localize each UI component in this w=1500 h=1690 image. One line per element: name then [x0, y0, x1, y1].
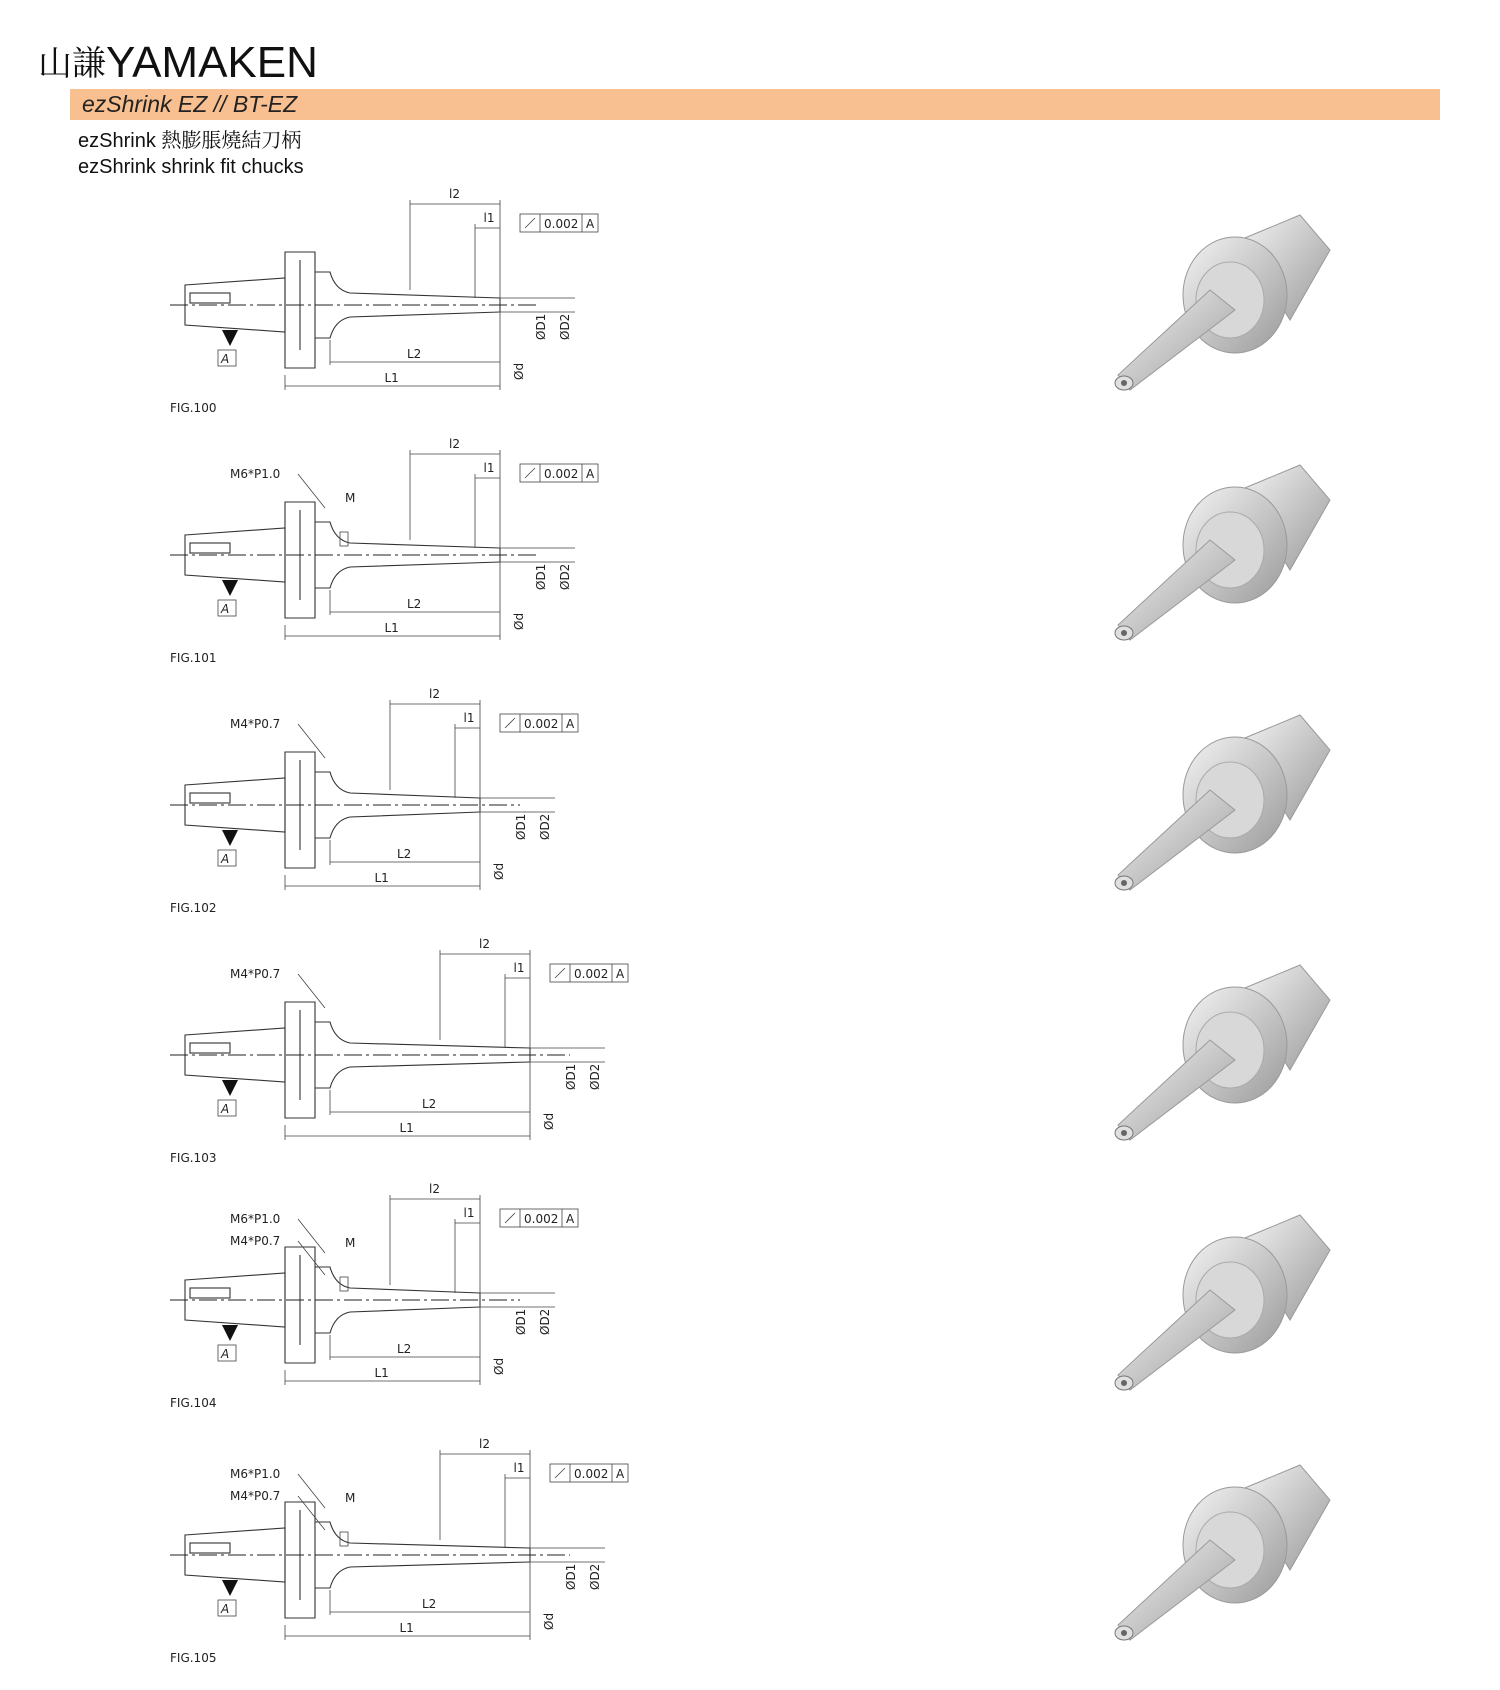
- shaft-bottom: [315, 562, 500, 588]
- technical-drawing: [150, 1437, 710, 1680]
- drawing-fig-103: [150, 937, 710, 1180]
- shaft-bottom: [315, 812, 480, 838]
- drawing-fig-105: [150, 1437, 710, 1680]
- label-L2: L2: [407, 347, 422, 361]
- label-D1: ØD1: [564, 1063, 578, 1090]
- banner-title: ezShrink EZ // BT-EZ: [82, 91, 298, 117]
- label-L1: L1: [384, 621, 399, 635]
- label-M: M: [345, 491, 356, 505]
- thread-callout: M4*P0.7: [230, 967, 281, 981]
- dim-l1: [455, 724, 480, 798]
- thread-leader: [298, 474, 325, 508]
- dim-l1: [475, 224, 500, 298]
- thread-callout: M4*P0.7: [230, 717, 281, 731]
- runout-value: 0.002: [574, 967, 609, 981]
- label-l1: l1: [513, 1461, 525, 1475]
- label-D1: ØD1: [534, 313, 548, 340]
- datum-triangle: [222, 1080, 238, 1096]
- technical-drawing: [150, 187, 710, 430]
- label-l2: l2: [479, 937, 490, 951]
- holder-render: [1090, 960, 1360, 1160]
- label-D2: ØD2: [588, 1063, 602, 1090]
- label-L1: L1: [399, 1621, 414, 1635]
- subtitle-cn: ezShrink 熱膨脹燒結刀柄: [78, 130, 302, 152]
- runout-datum: A: [586, 217, 595, 231]
- datum-label: A: [221, 602, 230, 616]
- label-l1: l1: [483, 461, 495, 475]
- label-d: Ød: [542, 1612, 556, 1630]
- holder-render: [1090, 210, 1360, 410]
- label-D2: ØD2: [538, 1308, 552, 1335]
- label-d: Ød: [512, 362, 526, 380]
- thread-leader: [298, 1474, 325, 1508]
- datum-triangle: [222, 1325, 238, 1341]
- technical-drawing: [150, 1182, 710, 1425]
- thread-callout: M4*P0.7: [230, 1489, 281, 1503]
- label-l2: l2: [429, 687, 440, 701]
- runout-value: 0.002: [544, 467, 579, 481]
- product-photo: [1090, 210, 1360, 410]
- datum-label: A: [221, 1347, 230, 1361]
- label-L2: L2: [422, 1597, 437, 1611]
- thread-leader: [298, 1496, 325, 1530]
- pull-stud-bore: [190, 543, 230, 553]
- dim-l1: [455, 1219, 480, 1293]
- label-l2: l2: [479, 1437, 490, 1451]
- title-banner: [70, 89, 1440, 120]
- datum-triangle: [222, 580, 238, 596]
- figure-label: FIG.103: [170, 1151, 217, 1165]
- label-M: M: [345, 1491, 356, 1505]
- label-D2: ØD2: [558, 563, 572, 590]
- label-l1: l1: [463, 1206, 475, 1220]
- holder-render: [1090, 460, 1360, 660]
- figure-label: FIG.100: [170, 401, 217, 415]
- label-d: Ød: [542, 1112, 556, 1130]
- brand-en: YAMAKEN: [106, 38, 318, 87]
- figure-label: FIG.101: [170, 651, 217, 665]
- runout-datum: A: [566, 1212, 575, 1226]
- pull-stud-bore: [190, 793, 230, 803]
- pull-stud-bore: [190, 1288, 230, 1298]
- holder-render: [1090, 1460, 1360, 1660]
- bore-render: [1121, 380, 1127, 386]
- brand-logo: [38, 38, 318, 89]
- drawing-fig-102: [150, 687, 710, 930]
- label-l1: l1: [483, 211, 495, 225]
- label-D2: ØD2: [588, 1563, 602, 1590]
- label-l1: l1: [513, 961, 525, 975]
- bore-render: [1121, 630, 1127, 636]
- drawing-fig-104: [150, 1182, 710, 1425]
- datum-label: A: [221, 1602, 230, 1616]
- shaft-top: [315, 1022, 530, 1048]
- thread-callout: M4*P0.7: [230, 1234, 281, 1248]
- label-L2: L2: [407, 597, 422, 611]
- runout-value: 0.002: [574, 1467, 609, 1481]
- technical-drawing: [150, 437, 710, 680]
- product-photo: [1090, 460, 1360, 660]
- label-l1: l1: [463, 711, 475, 725]
- runout-value: 0.002: [544, 217, 579, 231]
- datum-triangle: [222, 330, 238, 346]
- product-photo: [1090, 1210, 1360, 1410]
- runout-value: 0.002: [524, 717, 559, 731]
- brand-cn: 山謙: [38, 44, 106, 84]
- product-photo: [1090, 710, 1360, 910]
- technical-drawing: [150, 937, 710, 1180]
- thread-callout: M6*P1.0: [230, 1467, 281, 1481]
- label-L2: L2: [397, 847, 412, 861]
- label-d: Ød: [492, 862, 506, 880]
- bore-render: [1121, 880, 1127, 886]
- shaft-top: [315, 522, 500, 548]
- technical-drawing: [150, 687, 710, 930]
- shaft-bottom: [315, 1562, 530, 1588]
- subtitle-en: ezShrink shrink fit chucks: [78, 156, 304, 178]
- product-photo: [1090, 960, 1360, 1160]
- runout-datum: A: [616, 967, 625, 981]
- shaft-bottom: [315, 1307, 480, 1333]
- label-L2: L2: [397, 1342, 412, 1356]
- thread-callout: M6*P1.0: [230, 1212, 281, 1226]
- bore-render: [1121, 1130, 1127, 1136]
- runout-datum: A: [586, 467, 595, 481]
- label-L2: L2: [422, 1097, 437, 1111]
- datum-label: A: [221, 852, 230, 866]
- holder-render: [1090, 1210, 1360, 1410]
- thread-leader: [298, 724, 325, 758]
- drawing-fig-100: [150, 187, 710, 430]
- shaft-top: [315, 272, 500, 298]
- thread-callout: M6*P1.0: [230, 467, 281, 481]
- drawing-fig-101: [150, 437, 710, 680]
- figure-label: FIG.104: [170, 1396, 217, 1410]
- label-D1: ØD1: [564, 1563, 578, 1590]
- label-M: M: [345, 1236, 356, 1250]
- label-L1: L1: [384, 371, 399, 385]
- runout-datum: A: [566, 717, 575, 731]
- thread-leader: [298, 1219, 325, 1253]
- figure-label: FIG.105: [170, 1651, 217, 1665]
- datum-triangle: [222, 1580, 238, 1596]
- label-l2: l2: [449, 437, 460, 451]
- label-D2: ØD2: [538, 813, 552, 840]
- datum-label: A: [221, 1102, 230, 1116]
- product-photo: [1090, 1460, 1360, 1660]
- label-D1: ØD1: [534, 563, 548, 590]
- bore-render: [1121, 1380, 1127, 1386]
- pull-stud-bore: [190, 1043, 230, 1053]
- shaft-bottom: [315, 312, 500, 338]
- dim-l1: [475, 474, 500, 548]
- label-L1: L1: [374, 1366, 389, 1380]
- figure-label: FIG.102: [170, 901, 217, 915]
- pull-stud-bore: [190, 1543, 230, 1553]
- bore-render: [1121, 1630, 1127, 1636]
- shaft-top: [315, 1522, 530, 1548]
- label-d: Ød: [512, 612, 526, 630]
- dim-l1: [505, 1474, 530, 1548]
- label-d: Ød: [492, 1357, 506, 1375]
- label-l2: l2: [449, 187, 460, 201]
- label-L1: L1: [399, 1121, 414, 1135]
- label-L1: L1: [374, 871, 389, 885]
- dim-l1: [505, 974, 530, 1048]
- runout-datum: A: [616, 1467, 625, 1481]
- datum-triangle: [222, 830, 238, 846]
- holder-render: [1090, 710, 1360, 910]
- thread-leader: [298, 974, 325, 1008]
- pull-stud-bore: [190, 293, 230, 303]
- label-l2: l2: [429, 1182, 440, 1196]
- runout-value: 0.002: [524, 1212, 559, 1226]
- datum-label: A: [221, 352, 230, 366]
- label-D2: ØD2: [558, 313, 572, 340]
- label-D1: ØD1: [514, 1308, 528, 1335]
- label-D1: ØD1: [514, 813, 528, 840]
- thread-leader: [298, 1241, 325, 1275]
- shaft-bottom: [315, 1062, 530, 1088]
